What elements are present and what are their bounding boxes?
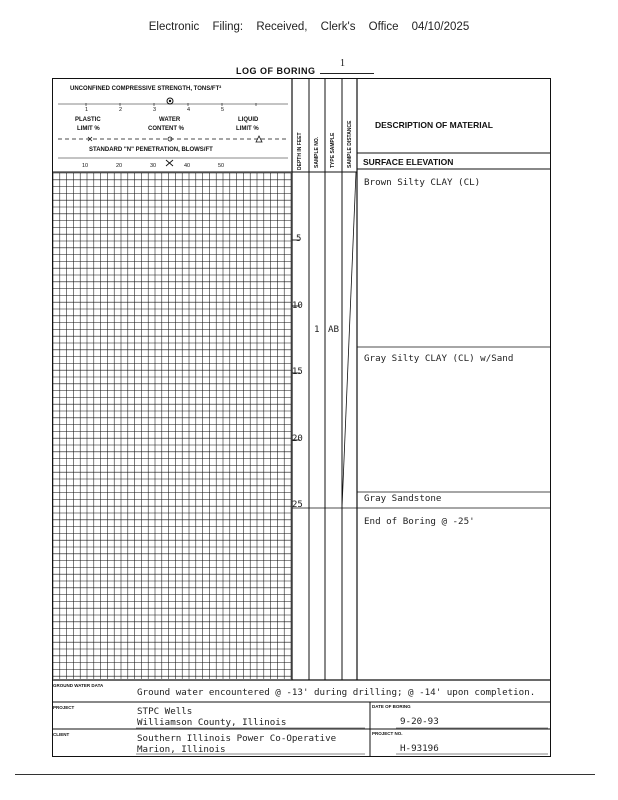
project-line2: Williamson County, Illinois [137,717,287,728]
ucs-tick: 5 [221,107,225,113]
depth-mark: 10 [292,301,303,311]
liquid-label: LIQUID [238,117,259,123]
project-no-value: H-93196 [400,743,439,754]
plastic-limit-label: LIMIT % [77,126,100,132]
ucs-tick: 2 [119,107,123,113]
ground-water-label: GROUND WATER DATA [53,683,104,688]
sample-number: 1 [314,324,320,335]
sample-distance-column-header: SAMPLE DISTANCE [347,120,353,168]
ucs-title: UNCONFINED COMPRESSIVE STRENGTH, TONS/FT² [70,86,222,92]
water-label: WATER [159,117,181,123]
ucs-tick: 1 [85,107,89,113]
liquid-limit-label: LIMIT % [236,126,259,132]
ucs-tick: 3 [153,107,157,113]
project-line1: STPC Wells [137,706,193,717]
description-header: DESCRIPTION OF MATERIAL [375,120,493,130]
plastic-label: PLASTIC [75,117,101,123]
log-title: LOG OF BORING [236,66,316,76]
spt-tick: 40 [184,163,191,169]
spt-tick: 30 [150,163,157,169]
spt-tick: 50 [218,163,225,169]
type-sample-column-header: TYPE SAMPLE [330,132,336,168]
project-label: PROJECT [53,705,75,710]
page-bottom-rule [15,774,595,775]
ground-water-text: Ground water encountered @ -13' during drilling; @ -14' upon completion. [137,687,536,698]
depth-mark: 20 [292,434,303,444]
depth-column-header: DEPTH IN FEET [297,132,303,170]
depth-mark: 15 [292,367,303,377]
spt-tick: 20 [116,163,123,169]
client-label: CLIENT [53,732,70,737]
client-line2: Marion, Illinois [137,744,226,755]
date-of-boring-value: 9-20-93 [400,716,439,727]
layer-description: End of Boring @ -25' [364,516,475,527]
sample-no-column-header: SAMPLE NO. [314,136,320,168]
surface-elevation: SURFACE ELEVATION [363,157,454,167]
water-content-label: CONTENT % [148,126,184,132]
filing-header: Electronic Filing: Received, Clerk's Office 04/10/2025 [148,21,470,33]
client-line1: Southern Illinois Power Co-Operative [137,733,337,744]
date-of-boring-label: DATE OF BORING [372,704,411,709]
depth-mark: 5 [296,234,302,244]
layer-description: Gray Silty CLAY (CL) w/Sand [364,353,514,364]
spt-title: STANDARD "N" PENETRATION, BLOWS/FT [89,147,213,153]
layer-description: Brown Silty CLAY (CL) [364,177,481,188]
ucs-tick: 4 [187,107,191,113]
spt-tick: 10 [82,163,89,169]
layer-description: Gray Sandstone [364,493,442,504]
depth-mark: 25 [292,500,303,510]
sample-type: AB [328,324,340,335]
boring-number: 1 [340,58,345,69]
project-no-label: PROJECT NO. [372,731,403,736]
